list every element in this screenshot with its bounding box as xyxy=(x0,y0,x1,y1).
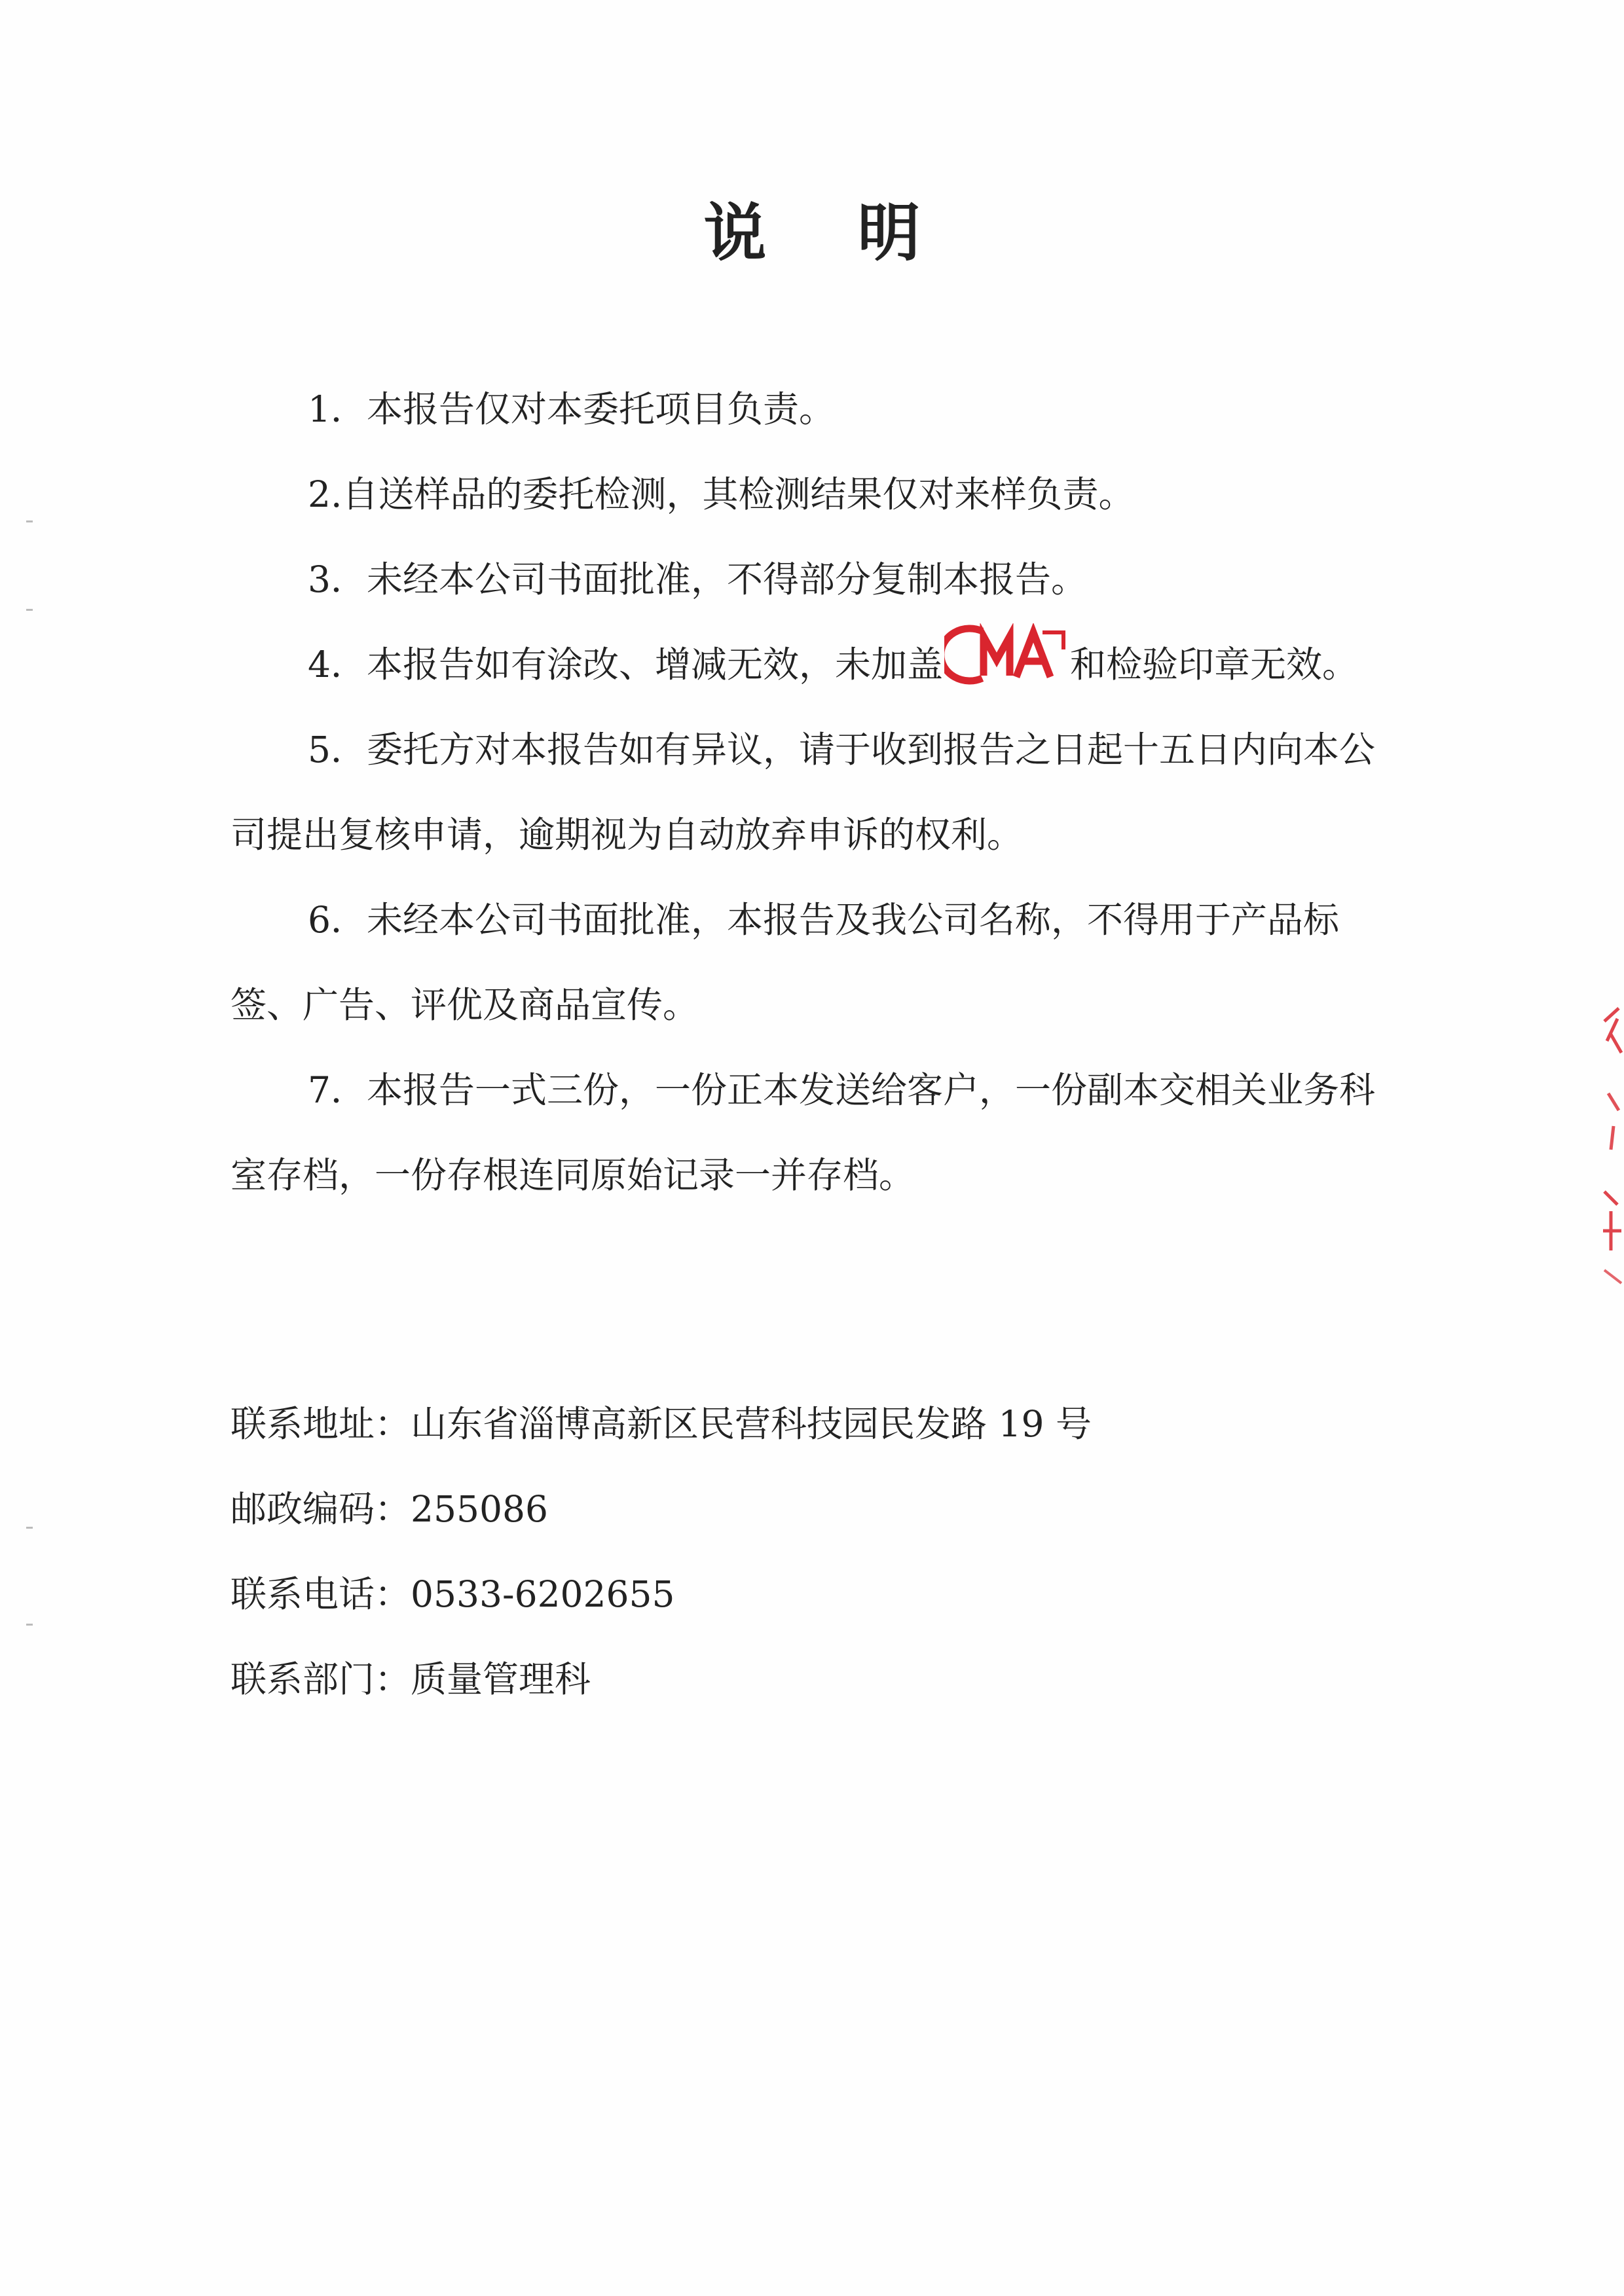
contact-info xyxy=(231,1381,1383,1722)
list-item xyxy=(231,622,1383,707)
list-item xyxy=(231,367,1383,452)
list-item xyxy=(231,877,1383,1048)
contact-postcode xyxy=(231,1467,1383,1552)
contact-label: 邮政编码： xyxy=(231,1488,411,1530)
item-text: 委托方对本报告如有异议，请于收到报告之日起十五日内向本公司提出复核申请，逾期视为自动放弃申诉的权利。 xyxy=(231,729,1376,856)
item-number: 4． xyxy=(308,644,367,685)
item-number: 2. xyxy=(308,473,342,515)
contact-phone xyxy=(231,1552,1383,1637)
list-item xyxy=(231,707,1383,877)
item-text: 自送样品的委托检测，其检测结果仅对来样负责。 xyxy=(342,473,1135,515)
list-item xyxy=(231,452,1383,537)
contact-value: 255086 xyxy=(411,1488,548,1530)
contact-label: 联系地址： xyxy=(231,1403,411,1445)
item-text: 未经本公司书面批准，不得部分复制本报告。 xyxy=(367,558,1088,600)
list-item xyxy=(231,537,1383,622)
item-text: 本报告仅对本委托项目负责。 xyxy=(367,388,836,430)
red-seal-edge-icon xyxy=(1585,995,1624,1296)
notes-list xyxy=(231,367,1383,1218)
item-number: 3． xyxy=(308,558,367,600)
item-number: 6． xyxy=(308,899,367,941)
contact-label: 联系电话： xyxy=(231,1573,411,1615)
item-text: 本报告如有涂改、增减无效，未加盖 xyxy=(367,644,944,685)
item-number: 5． xyxy=(308,729,367,771)
item-text: 未经本公司书面批准，本报告及我公司名称，不得用于产品标签、广告、评优及商品宣传。 xyxy=(231,899,1340,1026)
scan-mark xyxy=(26,1624,33,1626)
cma-logo-svg xyxy=(944,623,1069,686)
contact-address xyxy=(231,1381,1383,1467)
scan-mark xyxy=(26,1527,33,1529)
item-text-after: 和检验印章无效。 xyxy=(1070,644,1359,685)
contact-label: 联系部门： xyxy=(231,1658,411,1700)
list-item xyxy=(231,1048,1383,1218)
item-text: 本报告一式三份，一份正本发送给客户，一份副本交相关业务科室存档，一份存根连同原始记录一并存档。 xyxy=(231,1069,1376,1196)
contact-department xyxy=(231,1637,1383,1722)
page-title: 说 明 xyxy=(703,196,955,270)
cma-logo-icon xyxy=(944,623,1069,686)
contact-value: 质量管理科 xyxy=(411,1658,591,1700)
item-number: 1． xyxy=(308,388,367,430)
contact-value: 山东省淄博高新区民营科技园民发路 19 号 xyxy=(411,1403,1092,1445)
scan-mark xyxy=(26,520,33,522)
contact-value: 0533-6202655 xyxy=(411,1573,675,1615)
item-number: 7． xyxy=(308,1069,367,1111)
scan-mark xyxy=(26,609,33,611)
